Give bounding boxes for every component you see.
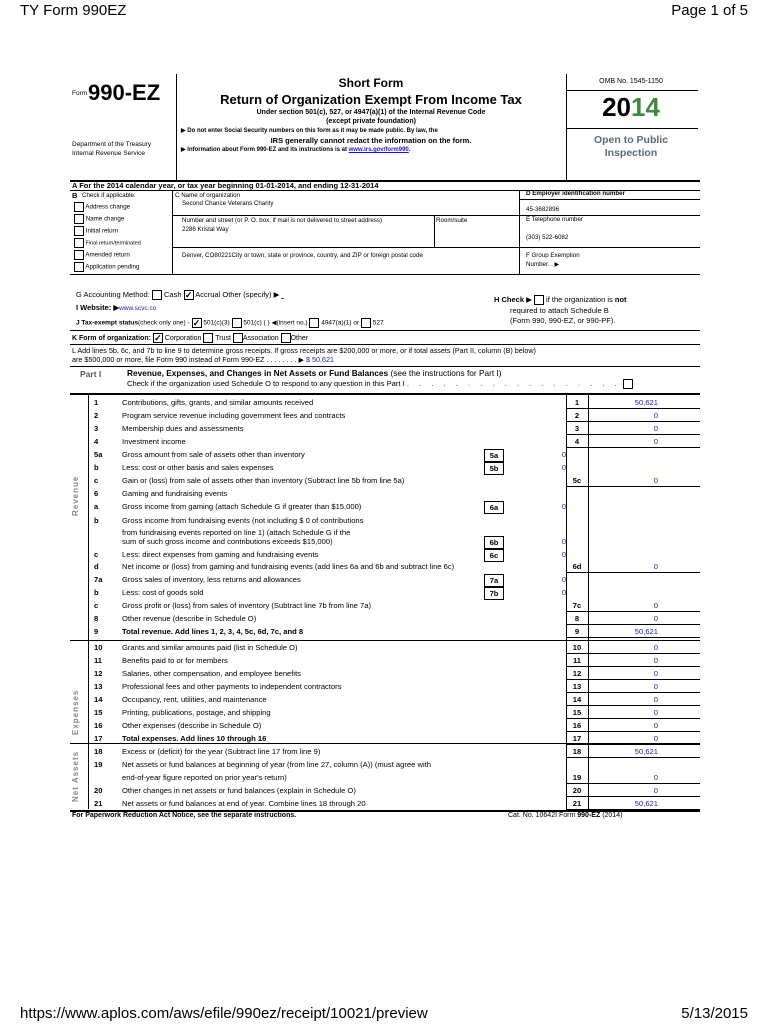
notice-3: ▶ Information about Form 990-EZ and its instructions is at www.irs.gov/form990. [181, 147, 411, 153]
inner-line-value[interactable]: 0 [561, 537, 566, 546]
form-number: 990-EZ [88, 80, 161, 105]
checkbox-corporation[interactable] [153, 333, 163, 343]
line-number: 6 [94, 489, 99, 498]
side-label-expenses: Expenses [71, 689, 80, 735]
line-number: 13 [94, 682, 103, 691]
notice-1: ▶ Do not enter Social Security numbers on this form as it may be made public. By law, the [181, 128, 438, 134]
b-label: B [72, 191, 78, 200]
b-text: Check if applicable: [82, 192, 136, 199]
line-description: Salaries, other compensation, and employee benefits [122, 669, 301, 678]
line-box-label: 6d [572, 562, 582, 571]
inner-line-value[interactable]: 0 [561, 575, 566, 584]
line-description: Gross income from fundraising events (not including $ 0 of contributions [122, 516, 364, 525]
line-description: Professional fees and other payments to independent contractors [122, 682, 342, 691]
line-number: 3 [94, 424, 99, 433]
irs: Internal Revenue Service [72, 150, 145, 157]
line-description: Net assets or fund balances at end of year. Combine lines 18 through 20 [122, 799, 366, 808]
line-box-label: 8 [574, 614, 580, 623]
line-box-label: 21 [572, 799, 582, 808]
line-box-label: 16 [572, 721, 582, 730]
line-description: Other expenses (describe in Schedule O) [122, 721, 262, 730]
page-footer-date: 5/13/2015 [681, 1005, 748, 1022]
checkbox-cash[interactable] [152, 290, 162, 300]
line-number: b [94, 516, 99, 525]
checkbox-501c3[interactable] [192, 318, 202, 328]
line-amount[interactable]: 0 [653, 669, 658, 678]
line-box-label: 5c [572, 476, 582, 485]
line-amount[interactable]: 0 [653, 656, 658, 665]
line-box-label: 10 [572, 643, 582, 652]
line-number: 7a [94, 575, 103, 584]
h-line-2: required to attach Schedule B [510, 306, 609, 315]
tax-year: 2014 [602, 92, 660, 122]
line-box-label: 11 [572, 656, 582, 665]
tax-exempt-status: J Tax-exempt status(check only one) - ✓ 501(c)(3) 501(c) ( ) ◀(insert no.) 4947(a)(1) or 527 [76, 318, 384, 328]
side-label-net-assets: Net Assets [71, 750, 80, 802]
inner-line-box: 6b [484, 536, 504, 549]
line-amount[interactable]: 0 [653, 721, 658, 730]
l-line-1: L Add lines 5b, 6c, and 7b to line 9 to determine gross receipts. If gross receipts are $200,000 or more, or if total assets (Part II, column (B) below) [72, 346, 536, 355]
checkbox-4947[interactable] [309, 318, 319, 328]
line-number: 12 [94, 669, 103, 678]
line-box-label: 13 [572, 682, 582, 691]
checkbox-application-pending[interactable]: Application pending [74, 262, 139, 272]
line-amount[interactable]: 50,621 [634, 398, 658, 407]
line-box-label: 17 [572, 734, 582, 743]
checkbox-527[interactable] [361, 318, 371, 328]
line-amount[interactable]: 0 [653, 562, 658, 571]
l-line-2: are $500,000 or more, file Form 990 instead of Form 990-EZ . . . . . . . . ▶ $ 50,621 [72, 355, 335, 364]
line-description: Occupancy, rent, utilities, and maintenance [122, 695, 267, 704]
checkbox-h-schedule-b[interactable] [534, 295, 544, 305]
line-number: 14 [94, 695, 103, 704]
page-footer-url: https://www.aplos.com/aws/efile/990ez/receipt/10021/preview [20, 1005, 428, 1022]
line-box-label: 20 [572, 786, 582, 795]
line-number: 5a [94, 450, 103, 459]
line-number: 4 [94, 437, 99, 446]
line-amount[interactable]: 50,621 [634, 747, 658, 756]
inner-line-box: 7b [484, 587, 504, 600]
line-description: Program service revenue including government fees and contracts [122, 411, 346, 420]
h-line-3: (Form 990, 990-EZ, or 990-PF). [510, 316, 616, 325]
line-description: Investment income [122, 437, 186, 446]
omb-number: OMB No. 1545-1150 [599, 78, 663, 85]
line-amount[interactable]: 0 [653, 411, 658, 420]
line-description: Less: cost or other basis and sales expenses [122, 463, 274, 472]
line-box-label: 19 [572, 773, 582, 782]
line-description: Gaming and fundraising events [122, 489, 228, 498]
checkbox-501c[interactable] [232, 318, 242, 328]
line-number: 15 [94, 708, 103, 717]
side-label-revenue: Revenue [71, 475, 80, 516]
page-header-left: TY Form 990EZ [20, 2, 127, 19]
checkbox-address-change[interactable]: Address change [74, 202, 130, 212]
inner-line-value[interactable]: 0 [561, 463, 566, 472]
line-description: Total revenue. Add lines 1, 2, 3, 4, 5c, 6d, 7c, and 8 [122, 627, 304, 636]
f-label-2: Number. . ▶ [526, 261, 560, 268]
line-number: a [94, 502, 99, 511]
line-box-label: 2 [574, 411, 580, 420]
line-number: 2 [94, 411, 99, 420]
inner-line-value[interactable]: 0 [561, 502, 566, 511]
e-label: E Telephone number [526, 216, 583, 223]
inner-line-value[interactable]: 0 [561, 450, 566, 459]
checkbox-trust[interactable] [203, 333, 213, 343]
line-description: Printing, publications, postage, and shipping [122, 708, 271, 717]
checkbox-other[interactable] [281, 333, 291, 343]
checkbox-initial-return[interactable]: Initial return [74, 226, 118, 236]
line-number: 20 [94, 786, 103, 795]
paperwork-notice: For Paperwork Reduction Act Notice, see the separate instructions. [72, 812, 297, 819]
line-box-label: 9 [574, 627, 580, 636]
line-number: 8 [94, 614, 99, 623]
form-word: Form [72, 90, 88, 97]
line-description: Other changes in net assets or fund balances (explain in Schedule O) [122, 786, 356, 795]
open-public-2: Inspection [604, 147, 658, 159]
cat-number: Cat. No. 10642I Form 990-EZ (2014) [508, 812, 623, 819]
line-description: Membership dues and assessments [122, 424, 244, 433]
title-return: Return of Organization Exempt From Income Tax [220, 92, 522, 107]
line-amount[interactable]: 0 [653, 695, 658, 704]
inner-line-box: 6a [484, 501, 504, 514]
page-header-right: Page 1 of 5 [671, 2, 748, 19]
line-description: Less: cost of goods sold [122, 588, 204, 597]
title-short-form: Short Form [338, 76, 404, 90]
irs-form990-link[interactable]: www.irs.gov/form990 [348, 147, 409, 153]
inner-line-value[interactable]: 0 [561, 550, 566, 559]
line-number: b [94, 463, 99, 472]
line-amount[interactable]: 50,621 [634, 799, 658, 808]
line-description: Contributions, gifts, grants, and similar amounts received [122, 398, 314, 407]
line-number: c [94, 476, 99, 485]
part-i-title: Revenue, Expenses, and Changes in Net Assets or Fund Balances (see the instructions for Part I) [127, 368, 502, 378]
street-address: 2286 Kristal Way [182, 226, 229, 233]
line-description: Gross amount from sale of assets other than inventory [122, 450, 305, 459]
line-amount[interactable]: 0 [653, 476, 658, 485]
line-description: Gross income from gaming (attach Schedule G if greater than $15,000) [122, 502, 362, 511]
line-amount[interactable]: 0 [653, 437, 658, 446]
d-label: D Employer identification number [526, 190, 626, 197]
line-description: from fundraising events reported on line 1) (attach Schedule G if the [122, 528, 351, 537]
part-i-label: Part I [80, 369, 102, 379]
checkbox-association[interactable] [233, 333, 243, 343]
line-box-label: 4 [574, 437, 580, 446]
checkbox-name-change[interactable]: Name change [74, 214, 124, 224]
f-label: F Group Exemption [526, 252, 580, 259]
line-description: Gross sales of inventory, less returns and allowances [122, 575, 301, 584]
inner-line-box: 7a [484, 574, 504, 587]
subtitle-2: (except private foundation) [326, 118, 416, 125]
line-amount[interactable]: 0 [653, 643, 658, 652]
line-number: c [94, 550, 99, 559]
ein: 45-3682896 [526, 206, 560, 213]
line-box-label: 7c [572, 601, 582, 610]
line-amount[interactable]: 0 [653, 424, 658, 433]
line-amount[interactable]: 0 [653, 708, 658, 717]
line-number: d [94, 562, 99, 571]
line-description: end-of-year figure reported on prior year's return) [122, 773, 287, 782]
room-label: Room/suite [436, 217, 468, 224]
line-description: Benefits paid to or for members [122, 656, 228, 665]
checkbox-accrual[interactable] [184, 290, 194, 300]
line-description: Net assets or fund balances at beginning of year (from line 27, column (A)) (must agree with [122, 760, 431, 769]
inner-line-box: 5b [484, 462, 504, 475]
line-number: 21 [94, 799, 103, 808]
line-description: Less: direct expenses from gaming and fundraising events [122, 550, 319, 559]
inner-line-box: 6c [484, 549, 504, 562]
line-number: 18 [94, 747, 103, 756]
line-description: Gross profit or (loss) from sales of inventory (Subtract line 7b from line 7a) [122, 601, 371, 610]
line-description: sum of such gross income and contributions exceeds $15,000) [122, 537, 333, 546]
line-box-label: 12 [572, 669, 582, 678]
line-box-label: 18 [572, 747, 582, 756]
line-description: Grants and similar amounts paid (list in Schedule O) [122, 643, 298, 652]
subtitle-1: Under section 501(c), 527, or 4947(a)(1) of the Internal Revenue Code [256, 109, 486, 116]
line-number: c [94, 601, 99, 610]
line-number: 19 [94, 760, 103, 769]
line-description: Other revenue (describe in Schedule O) [122, 614, 257, 623]
checkbox-schedule-o[interactable] [623, 379, 633, 389]
line-amount[interactable]: 0 [653, 734, 658, 743]
department: Department of the Treasury [72, 141, 152, 148]
inner-line-box: 5a [484, 449, 504, 462]
line-number: 9 [94, 627, 99, 636]
notice-2: IRS generally cannot redact the information on the form. [270, 136, 472, 145]
org-name: Second Chance Veterans Charity [182, 200, 274, 207]
line-amount[interactable]: 0 [653, 614, 658, 623]
line-number: 17 [94, 734, 103, 743]
line-number: 11 [94, 656, 103, 665]
line-description: Excess or (deficit) for the year (Subtract line 17 from line 9) [122, 747, 321, 756]
line-number: 16 [94, 721, 103, 730]
website-value: www.scvc.co [119, 305, 157, 312]
line-description: Total expenses. Add lines 10 through 16 [122, 734, 267, 743]
line-description: Gain or (loss) from sale of assets other than inventory (Subtract line 5b from line 5a) [122, 476, 405, 485]
line-a: A For the 2014 calendar year, or tax year beginning 01-01-2014, and ending 12-31-2014 [72, 181, 379, 190]
line-box-label: 1 [574, 398, 580, 407]
website-line: I Website: ▶www.scvc.co [76, 303, 157, 312]
line-amount[interactable]: 0 [653, 773, 658, 782]
accounting-method: G Accounting Method: Cash ✓ Accrual Other (specify) ▶ [76, 290, 284, 300]
schedule-o-check: Check if the organization used Schedule O to respond to any question in this Part I . . . . . . . . . . . . . . . . . . [127, 379, 633, 389]
phone: (303) 522-6082 [526, 234, 569, 241]
line-number: 1 [94, 398, 99, 407]
c-label: C Name of organization [175, 192, 241, 199]
line-number: 10 [94, 643, 103, 652]
line-box-label: 15 [572, 708, 582, 717]
checkbox-amended-return[interactable]: Amended return [74, 250, 130, 260]
line-box-label: 3 [574, 424, 580, 433]
line-number: b [94, 588, 99, 597]
line-amount[interactable]: 0 [653, 601, 658, 610]
line-description: Net income or (loss) from gaming and fundraising events (add lines 6a and 6b and subtract line 6c) [122, 562, 455, 571]
open-public-1: Open to Public [593, 134, 669, 146]
h-check-line: H Check ▶ if the organization is not [494, 295, 627, 304]
line-box-label: 14 [572, 695, 582, 704]
inner-line-value[interactable]: 0 [561, 588, 566, 597]
line-amount[interactable]: 0 [653, 786, 658, 795]
line-amount[interactable]: 0 [653, 682, 658, 691]
street-label: Number and street (or P. O. box, if mail is not delivered to street address) [182, 217, 383, 224]
line-amount[interactable]: 50,621 [634, 627, 658, 636]
checkbox-final-return[interactable]: Final return/terminated [74, 238, 141, 248]
k-form-of-organization: K Form of organization: ✓ Corporation Trust Association Other [72, 333, 308, 343]
city-line: Denver, CO80221City or town, state or province, country, and ZIP or foreign postal code [182, 252, 423, 259]
